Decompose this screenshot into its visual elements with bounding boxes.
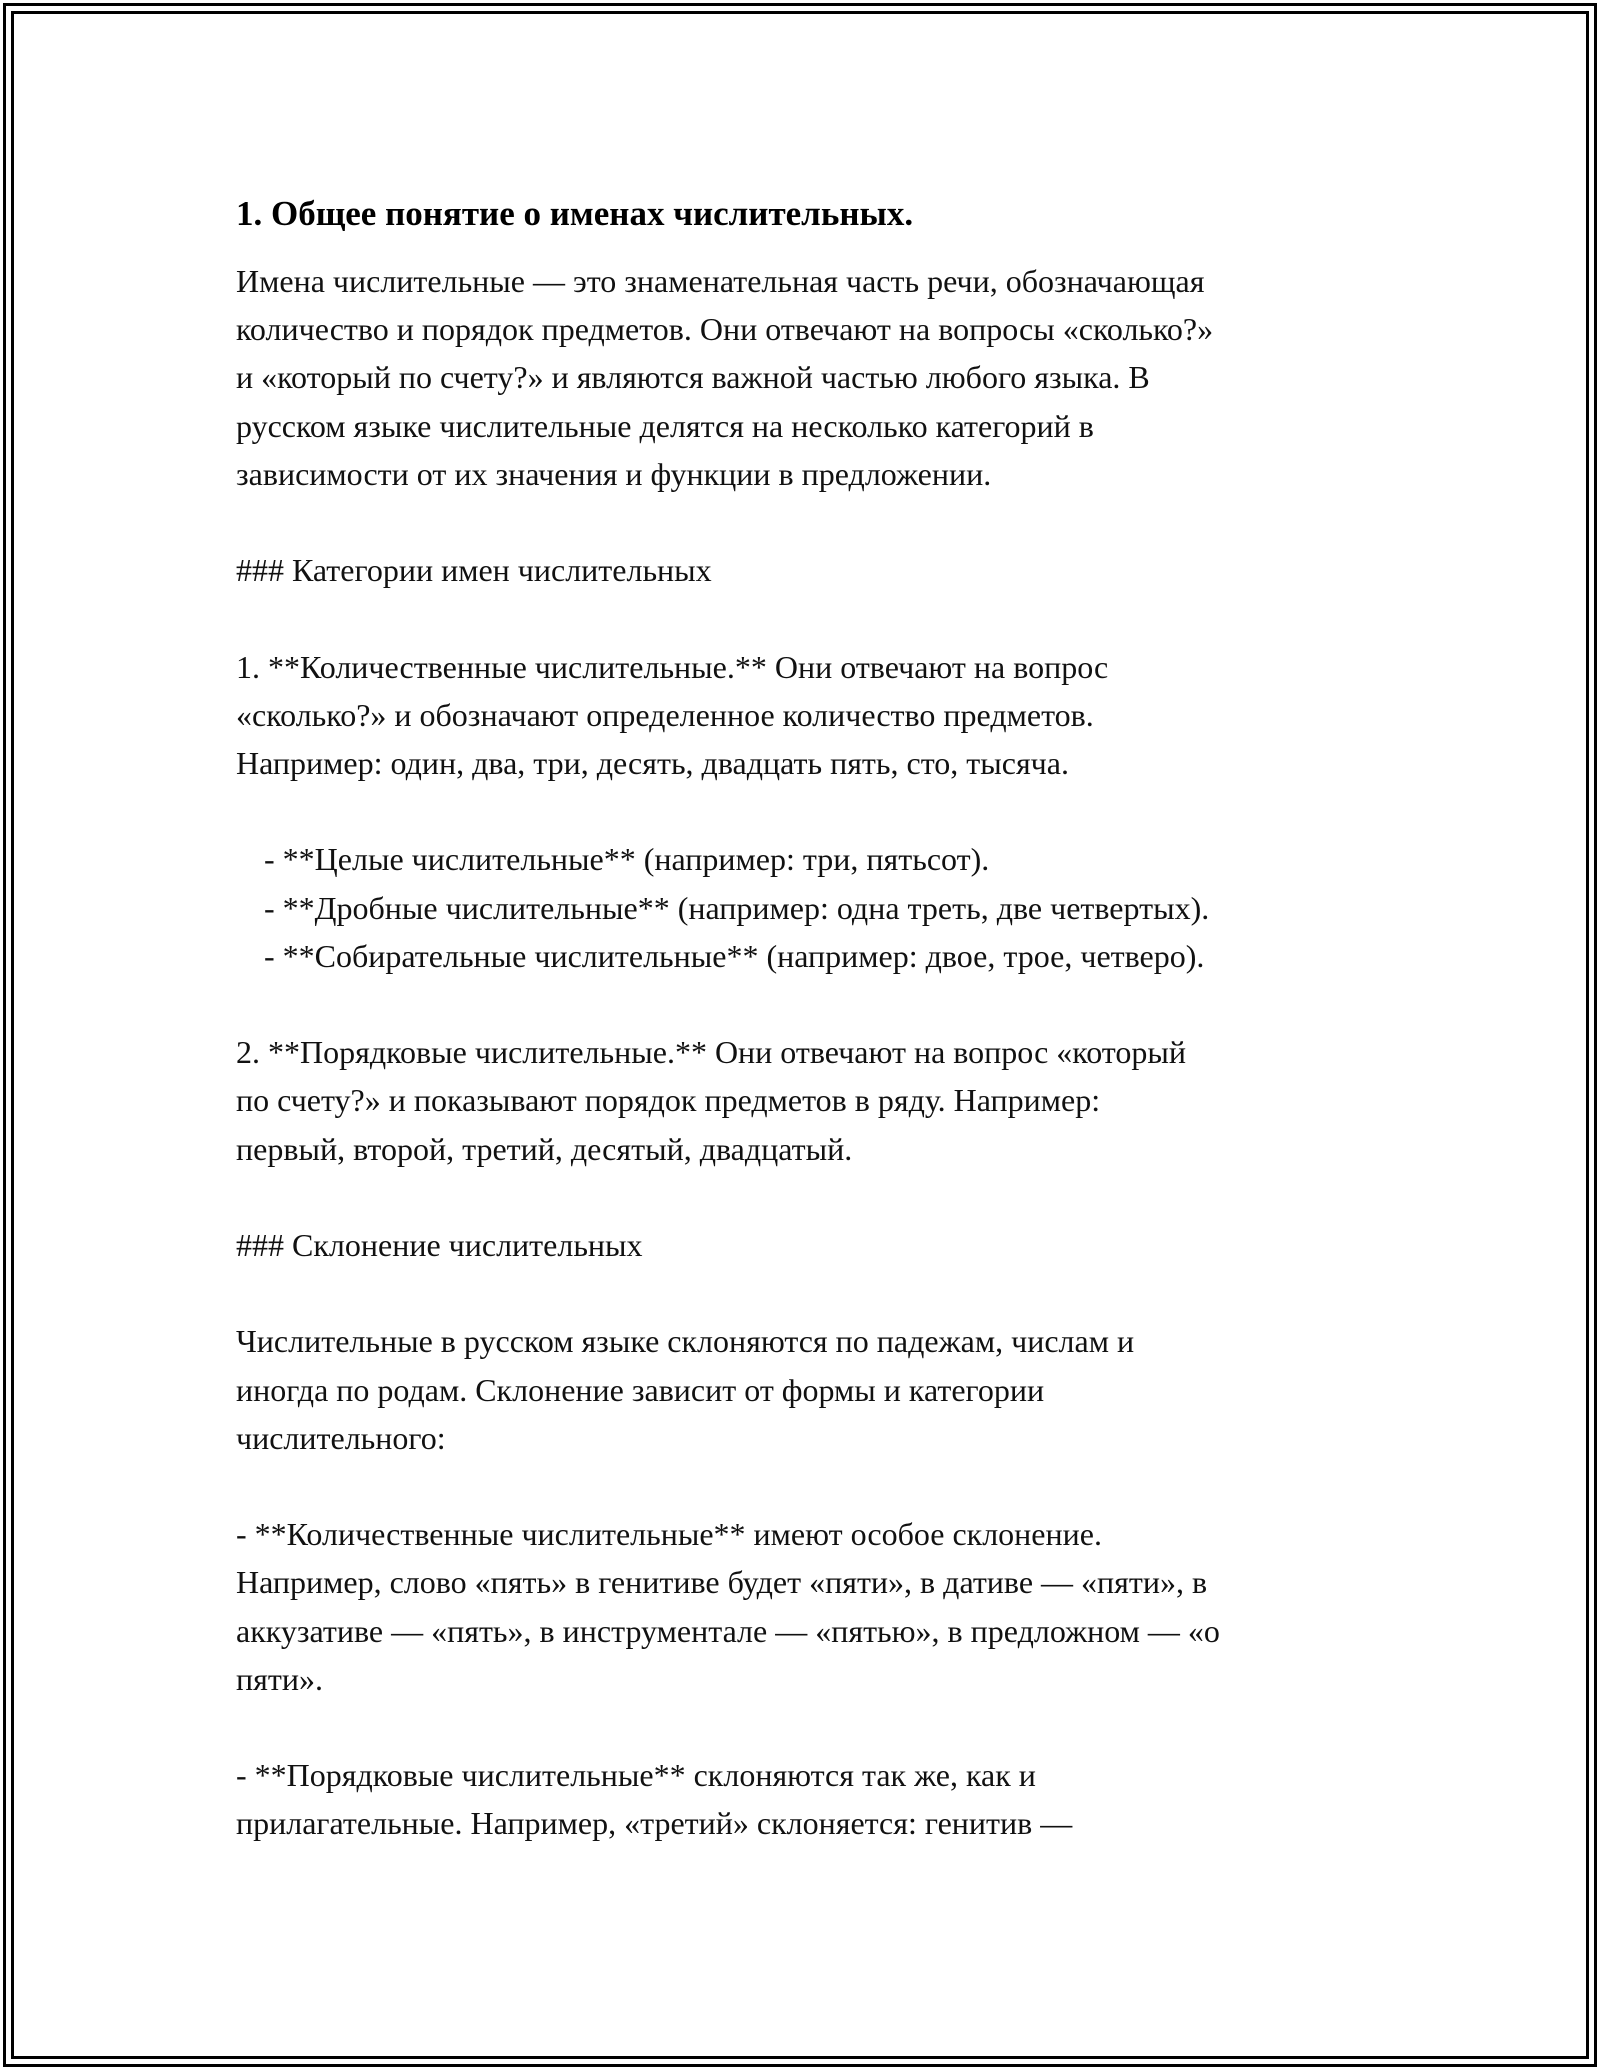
declension-heading: ### Склонение числительных — [236, 1226, 643, 1263]
sub-items-list — [236, 835, 1366, 980]
list-item: - **Целые числительные** (например: три, пятьсот). — [264, 841, 990, 878]
list-item: - **Дробные числительные** (например: одна треть, две четвертых). — [264, 889, 1210, 926]
declension-intro: Числительные в русском языке склоняются по падежам, числам и иногда по родам. Склонение зависит от формы и категории числительного: — [236, 1323, 1135, 1456]
cardinal-item: 1. **Количественные числительные.** Они отвечают на вопрос «сколько?» и обозначают определенное количество предметов. Например: один, два, три, десять, двадцать пять, сто, тысяча. — [236, 648, 1109, 781]
categories-heading: ### Категории имен числительных — [236, 552, 712, 589]
intro-paragraph: Имена числительные — это знаменательная часть речи, обозначающая количество и порядок предметов. Они отвечают на вопросы «сколько?» и «который по счету?» и являются важной частью любого языка. В русском языке числительные делятся на несколько категорий в зависимости от их значения и функции в предложении. — [236, 263, 1214, 492]
section-heading: 1. Общее понятие о именах числительных. — [236, 194, 914, 233]
ordinal-item: 2. **Порядковые числительные.** Они отвечают на вопрос «который по счету?» и показывают порядок предметов в ряду. Например: первый, второй, третий, десятый, двадцатый. — [236, 1034, 1186, 1167]
declension-ordinal: - **Порядковые числительные** склоняются так же, как и прилагательные. Например, «третий» склоняется: генитив — — [236, 1757, 1073, 1842]
document-body — [236, 186, 1366, 1848]
declension-cardinal: - **Количественные числительные** имеют особое склонение. Например, слово «пять» в генитиве будет «пяти», в дативе — «пяти», в аккузативе — «пять», в инструментале — «пятью», в предложном — «о пяти». — [236, 1516, 1220, 1697]
list-item: - **Собирательные числительные** (например: двое, трое, четверо). — [264, 937, 1205, 974]
